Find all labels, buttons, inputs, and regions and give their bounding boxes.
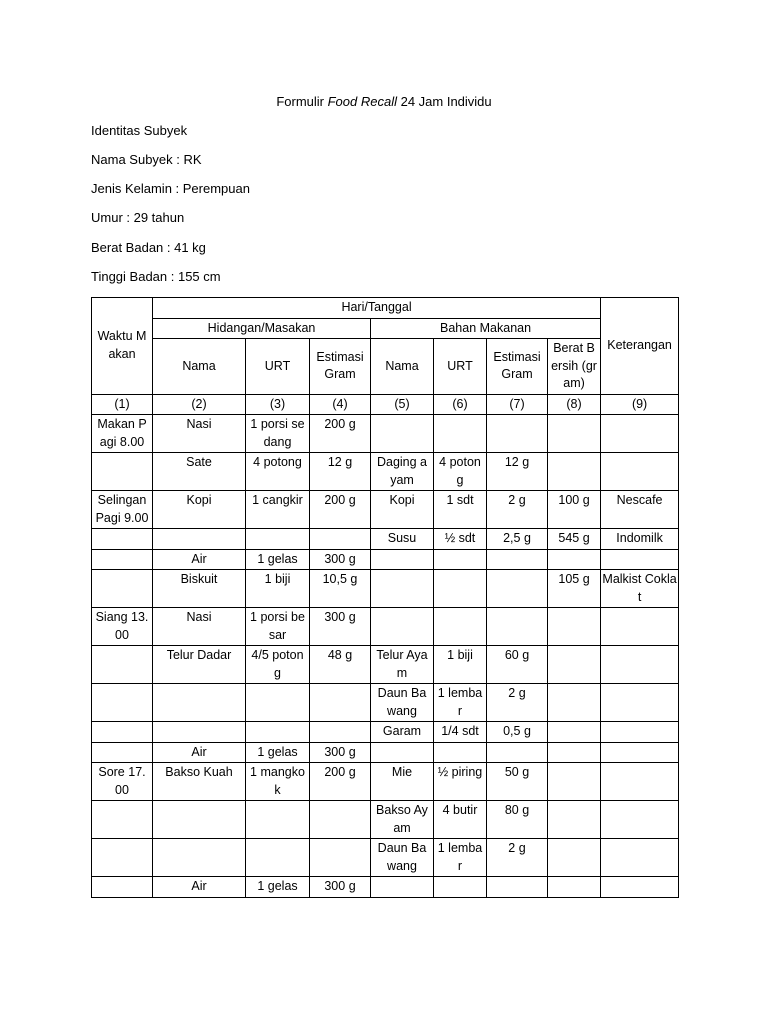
col-number: (2) <box>153 394 246 415</box>
cell-berat-bersih <box>548 801 601 839</box>
header-nama: Nama <box>153 339 246 395</box>
table-row <box>92 684 679 722</box>
cell-hidangan-nama: Air <box>153 877 246 898</box>
cell-bahan-urt <box>434 415 487 453</box>
cell-hidangan-estimasi: 300 g <box>310 877 371 898</box>
cell-waktu-makan <box>92 742 153 763</box>
cell-keterangan <box>601 801 679 839</box>
cell-bahan-nama <box>371 742 434 763</box>
table-row <box>92 453 679 491</box>
cell-berat-bersih: 545 g <box>548 529 601 550</box>
header-nama-bahan: Nama <box>371 339 434 395</box>
title-italic: Food Recall <box>327 94 397 109</box>
cell-bahan-urt: 1 biji <box>434 646 487 684</box>
cell-hidangan-urt <box>246 529 310 550</box>
cell-berat-bersih <box>548 453 601 491</box>
cell-hidangan-urt: 1 gelas <box>246 549 310 570</box>
cell-hidangan-nama <box>153 722 246 743</box>
cell-bahan-nama: Telur Ayam <box>371 646 434 684</box>
col-number: (9) <box>601 394 679 415</box>
cell-keterangan: Malkist Coklat <box>601 570 679 608</box>
cell-bahan-estimasi: 12 g <box>487 453 548 491</box>
cell-berat-bersih <box>548 415 601 453</box>
table-body <box>92 415 679 898</box>
cell-hidangan-urt <box>246 801 310 839</box>
cell-hidangan-urt: 4/5 potong <box>246 646 310 684</box>
cell-hidangan-nama: Sate <box>153 453 246 491</box>
cell-waktu-makan <box>92 722 153 743</box>
cell-hidangan-urt <box>246 722 310 743</box>
col-number: (1) <box>92 394 153 415</box>
cell-bahan-estimasi <box>487 549 548 570</box>
cell-bahan-estimasi <box>487 877 548 898</box>
cell-hidangan-estimasi: 300 g <box>310 608 371 646</box>
cell-hidangan-urt <box>246 684 310 722</box>
subject-heading: Identitas Subyek <box>91 123 188 138</box>
title-suffix: 24 Jam Individu <box>396 94 492 109</box>
food-recall-table <box>91 297 679 898</box>
cell-berat-bersih: 100 g <box>548 491 601 529</box>
cell-waktu-makan <box>92 646 153 684</box>
cell-hidangan-urt: 1 mangkok <box>246 763 310 801</box>
cell-bahan-nama: Daun Bawang <box>371 839 434 877</box>
table-row <box>92 549 679 570</box>
cell-berat-bersih <box>548 722 601 743</box>
cell-bahan-nama: Daun Bawang <box>371 684 434 722</box>
table-row <box>92 529 679 550</box>
cell-berat-bersih <box>548 839 601 877</box>
cell-keterangan <box>601 877 679 898</box>
cell-waktu-makan <box>92 570 153 608</box>
col-number: (8) <box>548 394 601 415</box>
cell-bahan-urt <box>434 877 487 898</box>
table-row <box>92 646 679 684</box>
cell-hidangan-nama <box>153 801 246 839</box>
cell-berat-bersih <box>548 742 601 763</box>
cell-bahan-nama <box>371 570 434 608</box>
cell-keterangan: Nescafe <box>601 491 679 529</box>
cell-bahan-nama: Susu <box>371 529 434 550</box>
table-row <box>92 722 679 743</box>
cell-bahan-nama: Bakso Ayam <box>371 801 434 839</box>
cell-waktu-makan <box>92 529 153 550</box>
cell-hidangan-estimasi: 300 g <box>310 742 371 763</box>
cell-keterangan <box>601 839 679 877</box>
cell-bahan-estimasi: 0,5 g <box>487 722 548 743</box>
cell-hidangan-estimasi: 200 g <box>310 763 371 801</box>
header-waktu-makan: Waktu Makan <box>92 298 153 395</box>
header-hidangan: Hidangan/Masakan <box>153 318 371 339</box>
cell-bahan-urt: 1 lembar <box>434 684 487 722</box>
cell-hidangan-nama <box>153 684 246 722</box>
cell-hidangan-estimasi <box>310 529 371 550</box>
cell-bahan-estimasi: 80 g <box>487 801 548 839</box>
cell-bahan-urt: 1/4 sdt <box>434 722 487 743</box>
cell-bahan-nama <box>371 877 434 898</box>
cell-waktu-makan <box>92 684 153 722</box>
cell-hidangan-urt <box>246 839 310 877</box>
col-number: (6) <box>434 394 487 415</box>
cell-hidangan-estimasi: 48 g <box>310 646 371 684</box>
cell-waktu-makan <box>92 453 153 491</box>
cell-hidangan-estimasi: 300 g <box>310 549 371 570</box>
cell-waktu-makan: Makan Pagi 8.00 <box>92 415 153 453</box>
cell-hidangan-urt: 1 gelas <box>246 877 310 898</box>
cell-keterangan: Indomilk <box>601 529 679 550</box>
cell-bahan-urt: ½ sdt <box>434 529 487 550</box>
cell-bahan-nama <box>371 608 434 646</box>
cell-bahan-nama: Daging ayam <box>371 453 434 491</box>
cell-berat-bersih <box>548 549 601 570</box>
cell-bahan-estimasi: 2 g <box>487 839 548 877</box>
cell-keterangan <box>601 608 679 646</box>
cell-keterangan <box>601 415 679 453</box>
cell-hidangan-nama: Air <box>153 742 246 763</box>
cell-waktu-makan: Sore 17.00 <box>92 763 153 801</box>
cell-waktu-makan <box>92 801 153 839</box>
table-row <box>92 608 679 646</box>
cell-hidangan-nama <box>153 839 246 877</box>
cell-bahan-estimasi <box>487 742 548 763</box>
cell-hidangan-estimasi: 200 g <box>310 415 371 453</box>
cell-bahan-estimasi: 2 g <box>487 684 548 722</box>
col-number: (3) <box>246 394 310 415</box>
cell-bahan-estimasi: 2 g <box>487 491 548 529</box>
cell-hidangan-urt: 1 porsi sedang <box>246 415 310 453</box>
header-urt: URT <box>246 339 310 395</box>
cell-bahan-urt: 1 lembar <box>434 839 487 877</box>
cell-bahan-nama: Mie <box>371 763 434 801</box>
cell-waktu-makan <box>92 839 153 877</box>
cell-keterangan <box>601 742 679 763</box>
cell-bahan-urt <box>434 570 487 608</box>
cell-hidangan-estimasi: 10,5 g <box>310 570 371 608</box>
subject-name: Nama Subyek : RK <box>91 152 202 167</box>
cell-hidangan-nama: Telur Dadar <box>153 646 246 684</box>
cell-hidangan-estimasi <box>310 839 371 877</box>
cell-bahan-urt: 4 butir <box>434 801 487 839</box>
cell-hidangan-urt: 1 cangkir <box>246 491 310 529</box>
cell-bahan-estimasi <box>487 608 548 646</box>
table-row <box>92 839 679 877</box>
cell-hidangan-nama: Nasi <box>153 608 246 646</box>
cell-hidangan-nama <box>153 529 246 550</box>
table-row <box>92 570 679 608</box>
cell-bahan-estimasi: 50 g <box>487 763 548 801</box>
subject-height: Tinggi Badan : 155 cm <box>91 269 221 284</box>
cell-hidangan-estimasi: 200 g <box>310 491 371 529</box>
cell-hidangan-estimasi <box>310 684 371 722</box>
cell-waktu-makan <box>92 877 153 898</box>
title-prefix: Formulir <box>276 94 328 109</box>
cell-berat-bersih <box>548 608 601 646</box>
cell-hidangan-nama: Kopi <box>153 491 246 529</box>
table-row <box>92 877 679 898</box>
cell-keterangan <box>601 646 679 684</box>
cell-hidangan-nama: Bakso Kuah <box>153 763 246 801</box>
cell-bahan-urt <box>434 742 487 763</box>
subject-weight: Berat Badan : 41 kg <box>91 240 206 255</box>
col-number: (7) <box>487 394 548 415</box>
cell-bahan-estimasi: 2,5 g <box>487 529 548 550</box>
cell-hidangan-nama: Biskuit <box>153 570 246 608</box>
cell-bahan-nama: Garam <box>371 722 434 743</box>
table-row <box>92 415 679 453</box>
cell-bahan-urt: 1 sdt <box>434 491 487 529</box>
cell-berat-bersih <box>548 877 601 898</box>
cell-bahan-urt <box>434 549 487 570</box>
cell-hidangan-urt: 1 porsi besar <box>246 608 310 646</box>
col-number: (4) <box>310 394 371 415</box>
cell-bahan-estimasi <box>487 415 548 453</box>
cell-bahan-urt <box>434 608 487 646</box>
cell-waktu-makan: Selingan Pagi 9.00 <box>92 491 153 529</box>
cell-hidangan-estimasi: 12 g <box>310 453 371 491</box>
cell-berat-bersih <box>548 646 601 684</box>
cell-bahan-urt: 4 potong <box>434 453 487 491</box>
header-hari-tanggal: Hari/Tanggal <box>153 298 601 319</box>
header-berat-bersih: Berat Bersih (gram) <box>548 339 601 395</box>
cell-keterangan <box>601 722 679 743</box>
cell-keterangan <box>601 549 679 570</box>
cell-hidangan-estimasi <box>310 801 371 839</box>
table-row <box>92 491 679 529</box>
cell-bahan-nama <box>371 549 434 570</box>
cell-hidangan-urt: 1 biji <box>246 570 310 608</box>
cell-berat-bersih <box>548 684 601 722</box>
cell-hidangan-nama: Nasi <box>153 415 246 453</box>
cell-bahan-nama <box>371 415 434 453</box>
cell-waktu-makan: Siang 13.00 <box>92 608 153 646</box>
cell-berat-bersih <box>548 763 601 801</box>
col-number: (5) <box>371 394 434 415</box>
table-row <box>92 763 679 801</box>
cell-bahan-nama: Kopi <box>371 491 434 529</box>
cell-hidangan-estimasi <box>310 722 371 743</box>
cell-keterangan <box>601 453 679 491</box>
header-estimasi-bahan: Estimasi Gram <box>487 339 548 395</box>
header-bahan: Bahan Makanan <box>371 318 601 339</box>
cell-berat-bersih: 105 g <box>548 570 601 608</box>
cell-hidangan-urt: 4 potong <box>246 453 310 491</box>
cell-keterangan <box>601 763 679 801</box>
table-row <box>92 742 679 763</box>
header-keterangan: Keterangan <box>601 298 679 395</box>
cell-bahan-estimasi <box>487 570 548 608</box>
cell-keterangan <box>601 684 679 722</box>
table-row <box>92 801 679 839</box>
cell-bahan-urt: ½ piring <box>434 763 487 801</box>
cell-bahan-estimasi: 60 g <box>487 646 548 684</box>
cell-hidangan-urt: 1 gelas <box>246 742 310 763</box>
form-title <box>0 94 768 109</box>
subject-gender: Jenis Kelamin : Perempuan <box>91 181 250 196</box>
cell-hidangan-nama: Air <box>153 549 246 570</box>
subject-age: Umur : 29 tahun <box>91 210 185 225</box>
cell-waktu-makan <box>92 549 153 570</box>
header-urt-bahan: URT <box>434 339 487 395</box>
header-estimasi: Estimasi Gram <box>310 339 371 395</box>
